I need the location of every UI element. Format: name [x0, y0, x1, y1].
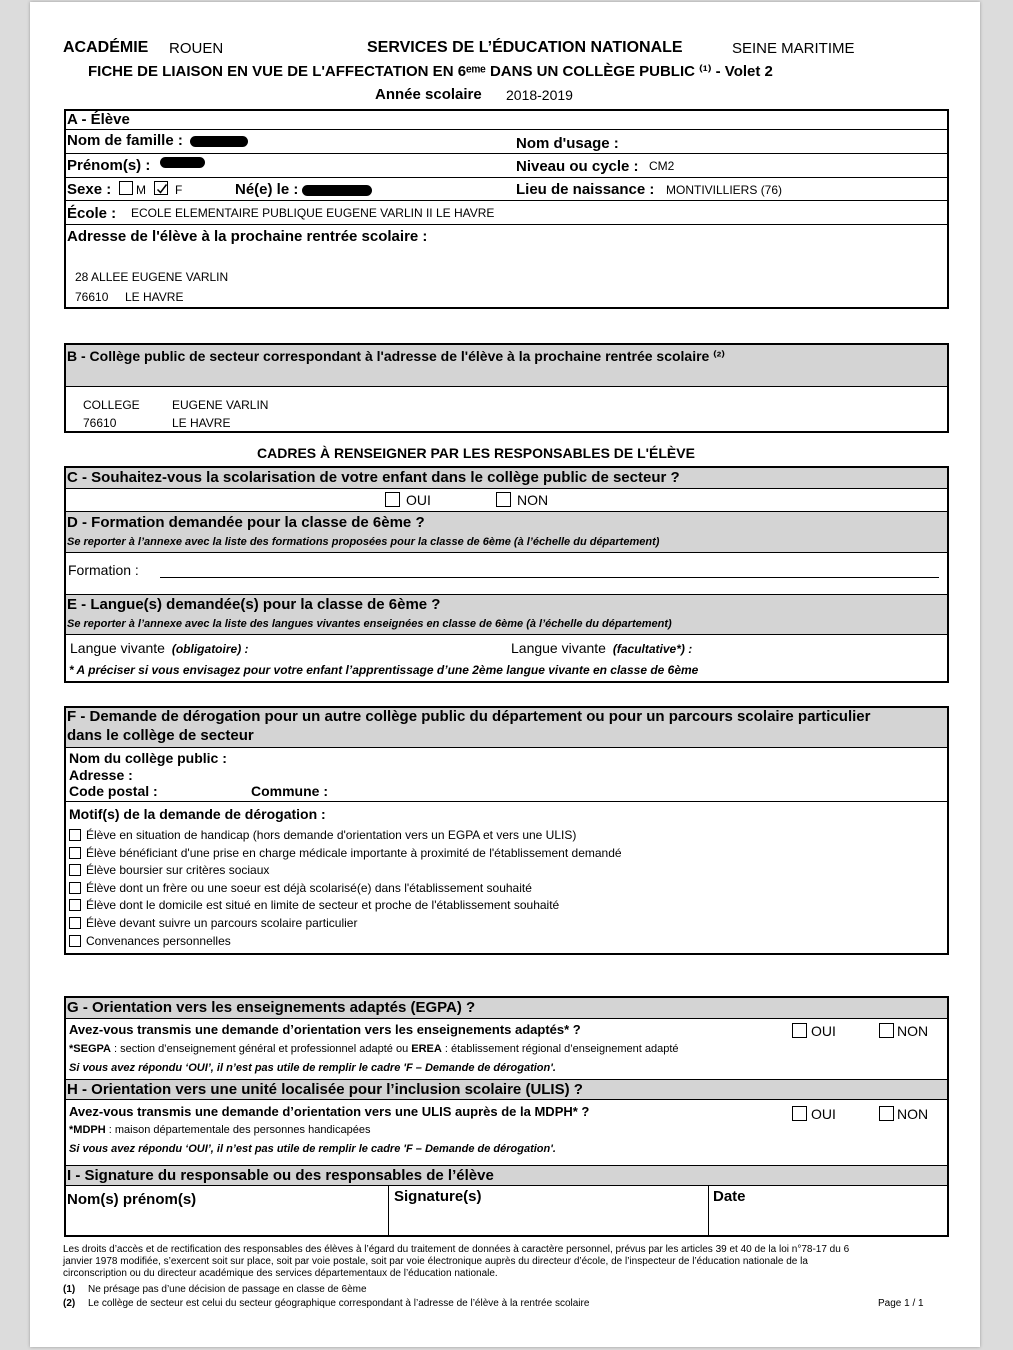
legal-line: Les droits d’accès et de rectification des responsables des élèves à l’égard du traitement de données à caractère personnel, prévus par les articles 39 et 40 de la loi n°78-17 du 6	[63, 1244, 850, 1255]
lv-facultative: (facultative*) :	[612, 642, 693, 656]
section-c-title: C - Souhaitez-vous la scolarisation de votre enfant dans le collège public de secteur ?	[67, 469, 680, 486]
sexe-label: Sexe :	[67, 181, 112, 198]
section-h-non-checkbox[interactable]	[879, 1106, 894, 1121]
college-cp: 76610	[83, 416, 117, 430]
adresse-ville: LE HAVRE	[125, 290, 184, 304]
redacted-prenom	[160, 157, 205, 168]
cadres-title: CADRES À RENSEIGNER PAR LES RESPONSABLES DE L'ÉLÈVE	[257, 445, 695, 461]
motif-label: Élève devant suivre un parcours scolaire particulier	[86, 916, 358, 930]
nom-usage-label: Nom d'usage :	[516, 135, 619, 152]
motif-checkbox[interactable]	[69, 864, 81, 876]
academie-label: ACADÉMIE	[63, 39, 149, 56]
legal-line: circonscription ou du directeur académique des services départementaux de l’éducation nationale.	[63, 1268, 498, 1279]
section-g-non-label: NON	[897, 1023, 929, 1039]
motif-label: Convenances personnelles	[86, 933, 231, 948]
motif-label: Élève bénéficiant d'une prise en charge médicale importante à proximité de l'établissement demandé	[86, 845, 622, 860]
section-a-title: A - Élève	[67, 111, 130, 128]
section-c-oui-label: OUI	[406, 492, 431, 508]
section-g-oui-label: OUI	[811, 1023, 836, 1039]
signature-col-nom: Nom(s) prénom(s)	[67, 1191, 197, 1208]
ne-le-label: Né(e) le :	[235, 181, 299, 198]
section-g-oui-checkbox[interactable]	[792, 1023, 807, 1038]
section-c-non-label: NON	[517, 492, 549, 508]
lv-label: Langue vivante	[511, 640, 606, 656]
erea-def: : établissement régional d’enseignement adapté	[444, 1043, 679, 1055]
college-ville: LE HAVRE	[172, 416, 231, 430]
signature-col-signature: Signature(s)	[394, 1188, 482, 1205]
adresse-label: Adresse de l'élève à la prochaine rentrée scolaire :	[67, 228, 428, 245]
column-divider	[388, 1186, 389, 1236]
checkmark-icon	[155, 182, 169, 196]
lv-label: Langue vivante	[70, 640, 165, 656]
divider	[65, 224, 948, 225]
erea-abbr: EREA	[411, 1043, 442, 1055]
section-i-title: I - Signature du responsable ou des responsables de l’élève	[67, 1167, 494, 1184]
signature-col-date: Date	[713, 1188, 746, 1205]
motif-label: Élève dont un frère ou une soeur est déjà scolarisé(e) dans l'établissement souhaité	[86, 880, 532, 895]
adresse-cp: 76610	[75, 290, 109, 304]
mdph-def: : maison départementale des personnes handicapées	[108, 1124, 371, 1136]
section-c-non-checkbox[interactable]	[496, 492, 511, 507]
section-h-oui-label: OUI	[811, 1106, 836, 1122]
section-f-title	[67, 708, 870, 746]
page-number: Page 1 / 1	[878, 1298, 924, 1309]
ecole-value: ECOLE ELEMENTAIRE PUBLIQUE EUGENE VARLIN II LE HAVRE	[131, 206, 495, 220]
legal-line: janvier 1978 modifiée, s’exercent soit sur place, soit par voie postale, soit par voie électronique auprès du directeur d’école, de l’inspecteur de l’éducation nationale de la	[63, 1256, 808, 1267]
prenoms-label: Prénom(s) :	[67, 157, 151, 174]
lv-obligatoire: (obligatoire) :	[171, 642, 249, 656]
divider	[65, 129, 948, 130]
section-g-title: G - Orientation vers les enseignements adaptés (EGPA) ?	[67, 999, 476, 1016]
motif-label: Élève boursier sur critères sociaux	[86, 863, 270, 878]
divider	[65, 153, 948, 154]
motif-checkbox[interactable]	[69, 899, 81, 911]
sexe-f-checkbox[interactable]	[154, 181, 168, 195]
section-e-note: Se reporter à l’annexe avec la liste des langues vivantes enseignées en classe de 6ème (à l’échelle du département)	[67, 618, 672, 630]
section-g-non-checkbox[interactable]	[879, 1023, 894, 1038]
note1-text: Ne présage pas d’une décision de passage en classe de 6ème	[88, 1284, 367, 1295]
section-h-oui-checkbox[interactable]	[792, 1106, 807, 1121]
motif-checkbox[interactable]	[69, 882, 81, 894]
nom-famille-label: Nom de famille :	[67, 132, 183, 149]
form-title: FICHE DE LIAISON EN VUE DE L'AFFECTATION EN 6ᵉᵐᵉ DANS UN COLLÈGE PUBLIC ⁽¹⁾ - Volet 2	[88, 63, 773, 80]
section-g-note: Si vous avez répondu ‘OUI’, il n’est pas utile de remplir le cadre 'F – Demande de dérogation'.	[69, 1062, 556, 1074]
commune-label: Commune :	[251, 783, 328, 799]
section-h-non-label: NON	[897, 1106, 929, 1122]
code-postal-label: Code postal :	[69, 783, 158, 799]
section-e-title: E - Langue(s) demandée(s) pour la classe de 6ème ?	[67, 596, 441, 613]
niveau-label: Niveau ou cycle :	[516, 158, 639, 175]
divider	[65, 177, 948, 178]
section-g-definitions	[69, 1043, 679, 1055]
divider	[65, 801, 948, 802]
ecole-label: École :	[67, 205, 117, 222]
section-h-definitions	[69, 1124, 370, 1136]
nom-college-label: Nom du collège public :	[69, 750, 227, 766]
sexe-m-checkbox[interactable]	[119, 181, 133, 195]
sexe-m-label: M	[136, 183, 146, 197]
motif-checkbox[interactable]	[69, 847, 81, 859]
redacted-date-naissance	[302, 185, 372, 196]
lieu-naissance-value: MONTIVILLIERS (76)	[666, 183, 783, 197]
mdph-abbr: *MDPH	[69, 1124, 106, 1136]
section-d-note: Se reporter à l’annexe avec la liste des formations proposées pour la classe de 6ème (à l’échelle du département)	[67, 536, 660, 548]
column-divider	[708, 1186, 709, 1236]
note2-number: (2)	[63, 1298, 76, 1309]
section-h-note: Si vous avez répondu ‘OUI’, il n’est pas utile de remplir le cadre 'F – Demande de dérogation'.	[69, 1143, 556, 1155]
divider	[65, 200, 948, 201]
sexe-f-label: F	[175, 183, 183, 197]
academie-value: ROUEN	[169, 40, 224, 57]
section-f-title-line1: F - Demande de dérogation pour un autre collège public du département ou pour un parcours scolaire particulier	[67, 708, 871, 725]
college-type: COLLEGE	[83, 398, 140, 412]
lv-facultative-label	[511, 640, 692, 656]
formation-input-line[interactable]	[160, 577, 939, 578]
legal-notice	[63, 1244, 849, 1280]
formation-label: Formation :	[68, 562, 139, 578]
lv-obligatoire-label	[70, 640, 249, 656]
adresse-college-label: Adresse :	[69, 767, 133, 783]
redacted-nom	[190, 136, 248, 147]
annee-label: Année scolaire	[375, 86, 482, 103]
section-c-oui-checkbox[interactable]	[385, 492, 400, 507]
section-e-footnote: * A préciser si vous envisagez pour votre enfant l’apprentissage d’une 2ème langue vivante en classe de 6ème	[69, 663, 699, 677]
services-title: SERVICES DE L’ÉDUCATION NATIONALE	[367, 39, 683, 56]
motif-checkbox[interactable]	[69, 935, 81, 947]
segpa-abbr: *SEGPA	[69, 1043, 111, 1055]
motif-label: Élève dont le domicile est situé en limite de secteur et proche de l'établissement souhaité	[86, 898, 560, 913]
motif-checkbox[interactable]	[69, 829, 81, 841]
segpa-def: : section d’enseignement général et professionnel adapté ou	[114, 1043, 409, 1055]
departement-value: SEINE MARITIME	[732, 40, 855, 57]
motif-label: Élève en situation de handicap (hors demande d'orientation vers un EGPA et vers une ULIS)	[86, 828, 577, 842]
niveau-value: CM2	[649, 159, 675, 173]
section-f-title-line2: dans le collège de secteur	[67, 726, 254, 744]
section-g-question: Avez-vous transmis une demande d’orientation vers les enseignements adaptés* ?	[69, 1022, 581, 1037]
section-d-title: D - Formation demandée pour la classe de 6ème ?	[67, 514, 425, 531]
lieu-naissance-label: Lieu de naissance :	[516, 181, 655, 198]
note2-text: Le collège de secteur est celui du secteur géographique correspondant à l’adresse de l’élève à la rentrée scolaire	[88, 1298, 590, 1309]
section-h-title: H - Orientation vers une unité localisée pour l’inclusion scolaire (ULIS) ?	[67, 1081, 583, 1098]
adresse-line1: 28 ALLEE EUGENE VARLIN	[75, 270, 229, 284]
motif-checkbox[interactable]	[69, 917, 81, 929]
motifs-label: Motif(s) de la demande de dérogation :	[69, 806, 326, 822]
section-h-question: Avez-vous transmis une demande d’orientation vers une ULIS auprès de la MDPH* ?	[69, 1104, 590, 1119]
section-b-title: B - Collège public de secteur correspondant à l'adresse de l'élève à la prochaine rentrée scolaire ⁽²⁾	[67, 348, 725, 364]
annee-value: 2018-2019	[506, 87, 573, 103]
note1-number: (1)	[63, 1284, 76, 1295]
form-page	[30, 2, 980, 1347]
college-name: EUGENE VARLIN	[172, 398, 269, 412]
